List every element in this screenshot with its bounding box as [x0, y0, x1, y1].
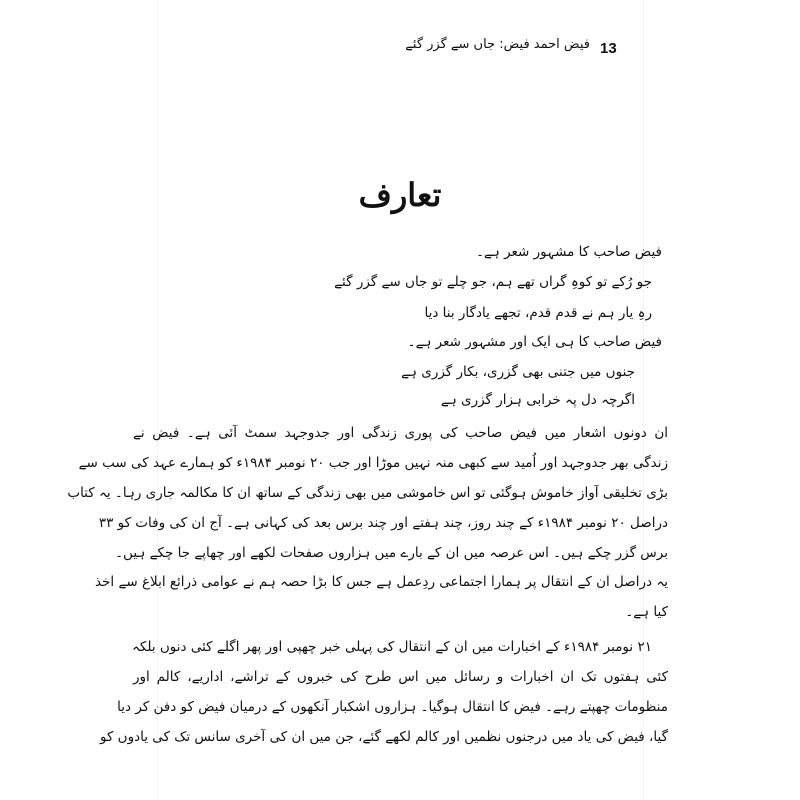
- paragraph-line: یہ دراصل ان کے انتقال پر ہمارا اجتماعی ردِعمل ہے جس کا بڑا حصہ ہم نے عوامی ذرائع ابلاغ سے اخذ: [94, 574, 668, 590]
- paragraph-line: کئی ہفتوں تک ان اخبارات و رسائل میں اس طرح کی خبروں کے تراشے، اداریے، کالم اور: [133, 669, 668, 685]
- paragraph-line: زندگی بھر جدوجہد اور اُمید سے کبھی منہ نہیں موڑا اور جب ۲۰ نومبر ۱۹۸۴ء کو ہمارے عہد کی سب سے: [78, 455, 668, 471]
- paragraph-line: کیا ہے۔: [625, 604, 668, 620]
- paragraph-line: ۲۱ نومبر ۱۹۸۴ء کے اخبارات میں ان کے انتقال کی پہلی خبر چھپی اور پھر اگلے کئی دنوں بلکہ: [132, 639, 652, 655]
- running-title: فیض احمد فیض: جاں سے گزر گئے: [405, 37, 590, 52]
- intro-line: فیض صاحب کا ہی ایک اور مشہور شعر ہے۔: [407, 334, 662, 350]
- paragraph-line: منظومات چھپتے رہے۔ فیض کا انتقال ہوگیا۔ ہزاروں اشکبار آنکھوں کے درمیان فیض کو دفن کر دیا: [117, 699, 668, 715]
- paragraph-line: ان دونوں اشعار میں فیض صاحب کی پوری زندگی اور جدوجہد سمٹ آئی ہے۔ فیض نے: [133, 425, 668, 441]
- page-number: 13: [600, 40, 617, 57]
- chapter-title: تعارف: [358, 176, 442, 214]
- intro-line: فیض صاحب کا مشہور شعر ہے۔: [476, 244, 662, 260]
- verse-line: رہِ یار ہم نے قدم قدم، تجھے یادگار بنا دیا: [424, 305, 652, 321]
- paragraph-line: بڑی تخلیقی آواز خاموش ہوگئی تو اس خاموشی میں بھی زندگی کے ساتھ ان کا مکالمہ جاری رہا۔ یہ کتاب: [67, 485, 668, 501]
- paragraph-line: برس گزر چکے ہیں۔ اس عرصہ میں ان کے بارے میں ہزاروں صفحات لکھے اور چھاپے جا چکے ہیں۔: [115, 545, 668, 561]
- verse-line: جنوں میں جتنی بھی گزری، بکار گزری ہے: [401, 364, 635, 380]
- paragraph-line: دراصل ۲۰ نومبر ۱۹۸۴ء کے چند روز، چند ہفتے اور چند برس بعد کی کہانی ہے۔ آج ان کی وفات کو ۳۳: [98, 515, 668, 531]
- paragraph-line: گیا، فیض کی یاد میں درجنوں نظمیں اور کالم لکھے گئے، جن میں ان کی آخری سانس تک کی یادوں کو: [99, 729, 668, 745]
- verse-line: جو رُکے تو کوہِ گراں تھے ہم، جو چلے تو جاں سے گزر گئے: [334, 274, 652, 290]
- verse-line: اگرچہ دل پہ خرابی ہزار گزری ہے: [440, 392, 635, 408]
